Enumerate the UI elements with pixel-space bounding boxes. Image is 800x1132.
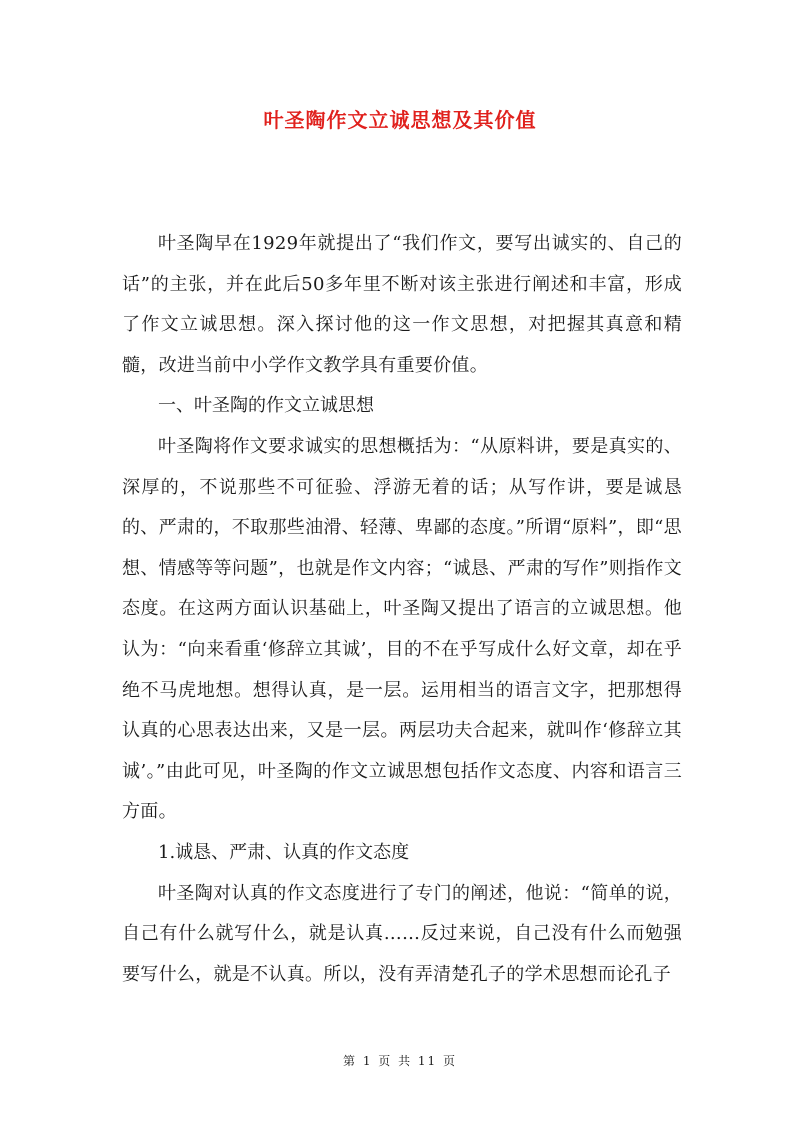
- subsection-heading-1: 1.诚恳、严肃、认真的作文态度: [158, 841, 410, 863]
- document-title: 叶圣陶作文立诚思想及其价值: [263, 108, 537, 132]
- intro-paragraph: 叶圣陶早在1929年就提出了“我们作文，要写出诚实的、自己的话”的主张，并在此后50多年里不断对该主张进行阐述和丰富，形成了作文立诚思想。深入探讨他的这一作文思想，对把握其真意和精髓，改进当前中小学作文教学具有重要价值。: [122, 233, 682, 376]
- section-heading-1: 一、叶圣陶的作文立诚思想: [158, 395, 374, 417]
- body-paragraph-1: 叶圣陶将作文要求诚实的思想概括为：“从原料讲，要是真实的、深厚的，不说那些不可征验、浮游无着的话；从写作讲，要是诚恳的、严肃的，不取那些油滑、轻薄、卑鄙的态度。”所谓“原料”，即“思想、情感等等问题”，也就是作文内容；“诚恳、严肃的写作”则指作文态度。在这两方面认识基础上，叶圣陶又提出了语言的立诚思想。他认为：“向来看重‘修辞立其诚’，目的不在乎写成什么好文章，却在乎绝不马虎地想。想得认真，是一层。运用相当的语言文字，把那想得认真的心思表达出来，又是一层。两层功夫合起来，就叫作‘修辞立其诚’。”由此可见，叶圣陶的作文立诚思想包括作文态度、内容和语言三方面。: [122, 435, 682, 823]
- body-paragraph-2: 叶圣陶对认真的作文态度进行了专门的阐述，他说：“简单的说，自己有什么就写什么，就是认真……反过来说，自己没有什么而勉强要写什么，就是不认真。所以，没有弄清楚孔子的学术思想而论孔子: [122, 882, 682, 985]
- document-body: [122, 224, 682, 995]
- page-number-footer: 第 1 页 共 11 页: [343, 1054, 457, 1068]
